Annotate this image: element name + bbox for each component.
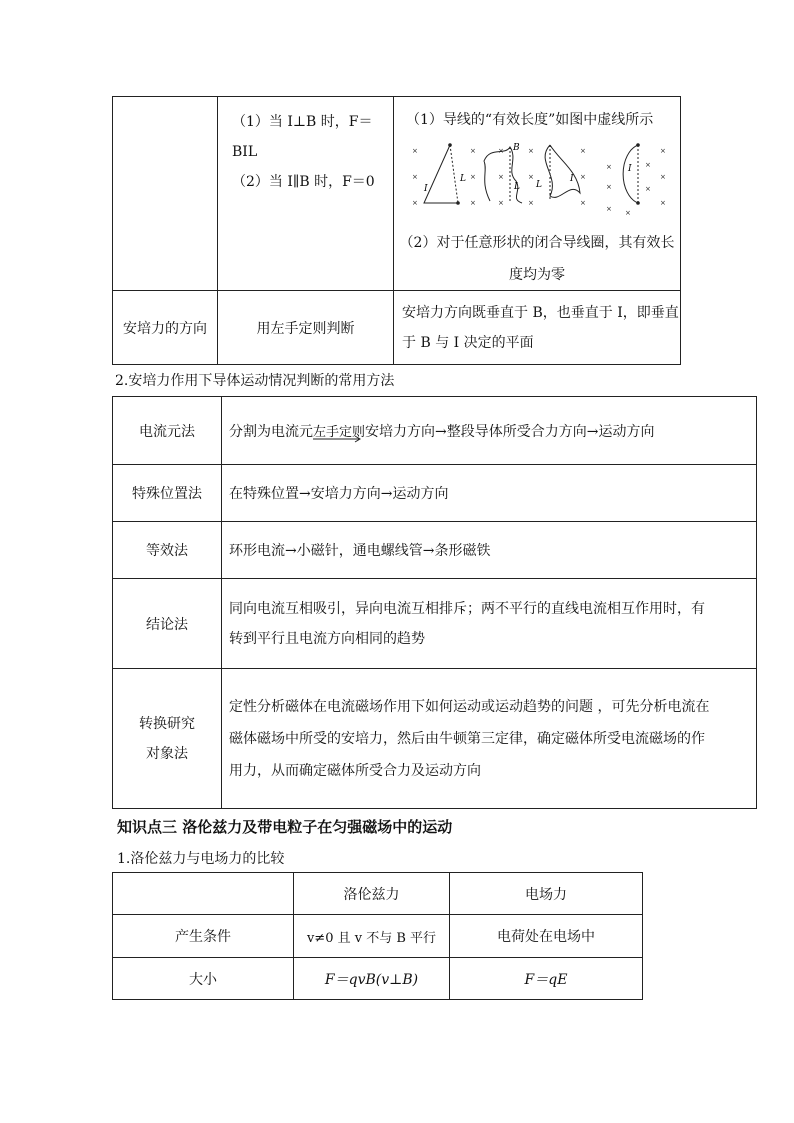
direction-method: 用左手定则判断 — [218, 291, 394, 365]
method-name-equivalent: 等效法 — [113, 522, 222, 579]
svg-text:×: × — [470, 199, 476, 207]
row-magnitude-label: 大小 — [113, 958, 294, 1000]
row-condition-label: 产生条件 — [113, 915, 294, 958]
method-content-conclusion — [222, 579, 757, 669]
svg-text:×: × — [412, 199, 418, 207]
svg-text:×: × — [498, 199, 504, 207]
fig-label-l: L — [460, 174, 466, 184]
effective-length-note: （1）导线的“有效长度”如图中虚线所示 — [406, 112, 654, 128]
fig-label-l2: L — [514, 182, 520, 192]
row-condition-electric: 电荷处在电场中 — [450, 915, 643, 958]
direction-label: 安培力的方向 — [113, 291, 218, 365]
condition-parallel: （2）当 I∥B 时，F＝0 — [232, 174, 375, 190]
fig-label-l3: L — [536, 180, 542, 190]
row1-label-cell — [113, 97, 218, 291]
header-electric: 电场力 — [450, 873, 643, 915]
svg-text:×: × — [660, 147, 666, 155]
row-magnitude-electric: F＝qE — [450, 958, 643, 1000]
fig-label-i: I — [424, 184, 428, 194]
section3-heading: 知识点三 洛伦兹力及带电粒子在匀强磁场中的运动 — [117, 818, 453, 836]
svg-text:×: × — [412, 173, 418, 181]
arrow-label: 左手定则 — [313, 424, 366, 440]
svg-text:×: × — [412, 147, 418, 155]
method-content-special-position: 在特殊位置→安培力方向→运动方向 — [222, 465, 757, 522]
transform-name-line2: 对象法 — [146, 745, 188, 762]
current-element-pre: 分割为电流元 — [229, 423, 313, 440]
direction-desc-line2: 于 B 与 I 决定的平面 — [402, 334, 534, 351]
svg-text:×: × — [498, 173, 504, 181]
methods-table — [112, 396, 757, 809]
conclusion-line2: 转到平行且电流方向相同的趋势 — [229, 630, 425, 647]
svg-text:×: × — [580, 147, 586, 155]
section3-subtitle: 1.洛伦兹力与电场力的比较 — [117, 851, 285, 867]
svg-text:×: × — [660, 199, 666, 207]
condition-perpendicular: （1）当 I⊥B 时，F＝BIL — [232, 114, 373, 160]
fig-label-i3: I — [628, 164, 632, 174]
fig-label-i2: I — [570, 174, 574, 184]
svg-text:×: × — [528, 147, 534, 155]
row-condition-lorentz: v≠0 且 v 不与 B 平行 — [294, 915, 450, 958]
section2-title: 2.安培力作用下导体运动情况判断的常用方法 — [115, 373, 395, 389]
transform-name-line1: 转换研究 — [139, 715, 195, 732]
transform-line2: 磁体磁场中所受的安培力，然后由牛顿第三定律，确定磁体所受电流磁场的作 — [229, 730, 705, 747]
svg-text:×: × — [528, 199, 534, 207]
closed-loop-note — [394, 227, 680, 291]
svg-text:×: × — [498, 147, 504, 155]
transform-line3: 用力，从而确定磁体所受合力及运动方向 — [229, 762, 481, 779]
effective-length-figures — [410, 141, 680, 219]
svg-text:×: × — [470, 147, 476, 155]
svg-text:×: × — [580, 199, 586, 207]
method-content-equivalent: 环形电流→小磁针，通电螺线管→条形磁铁 — [222, 522, 757, 579]
conclusion-line1: 同向电流互相吸引，异向电流互相排斥；两不平行的直线电流相互作用时，有 — [229, 600, 705, 617]
row1-condition-cell — [218, 97, 394, 291]
method-name-special-position: 特殊位置法 — [113, 465, 222, 522]
method-name-current-element: 电流元法 — [113, 397, 222, 465]
method-content-transform — [222, 669, 757, 809]
method-content-current-element — [222, 397, 757, 465]
row-magnitude-lorentz: F＝qvB(v⊥B) — [294, 958, 450, 1000]
direction-desc — [394, 291, 681, 365]
svg-text:×: × — [470, 173, 476, 181]
svg-text:×: × — [606, 205, 612, 213]
transform-line1: 定性分析磁体在电流磁场作用下如何运动或运动趋势的问题 ，可先分析电流在 — [229, 698, 710, 715]
closed-loop-note-line1: （2）对于任意形状的闭合导线圈，其有效长 — [399, 235, 675, 251]
method-name-conclusion: 结论法 — [113, 579, 222, 669]
svg-text:×: × — [660, 173, 666, 181]
ampere-force-table — [112, 96, 681, 365]
svg-text:×: × — [606, 163, 612, 171]
svg-text:×: × — [580, 173, 586, 181]
svg-text:×: × — [606, 183, 612, 191]
header-blank — [113, 873, 294, 915]
closed-loop-note-line2: 度均为零 — [509, 267, 565, 283]
svg-text:×: × — [645, 185, 651, 193]
svg-text:×: × — [528, 173, 534, 181]
fig-label-b: B — [513, 143, 520, 153]
left-hand-rule-arrow — [313, 421, 365, 440]
svg-text:×: × — [645, 161, 651, 169]
row1-note-cell — [394, 97, 681, 291]
svg-text:×: × — [625, 209, 631, 217]
lorentz-vs-electric-table — [112, 872, 643, 1000]
direction-desc-line1: 安培力方向既垂直于 B，也垂直于 I，即垂直 — [402, 304, 679, 321]
current-element-post: 安培力方向→整段导体所受合力方向→运动方向 — [365, 423, 655, 440]
header-lorentz: 洛伦兹力 — [294, 873, 450, 915]
method-name-transform — [113, 669, 222, 809]
